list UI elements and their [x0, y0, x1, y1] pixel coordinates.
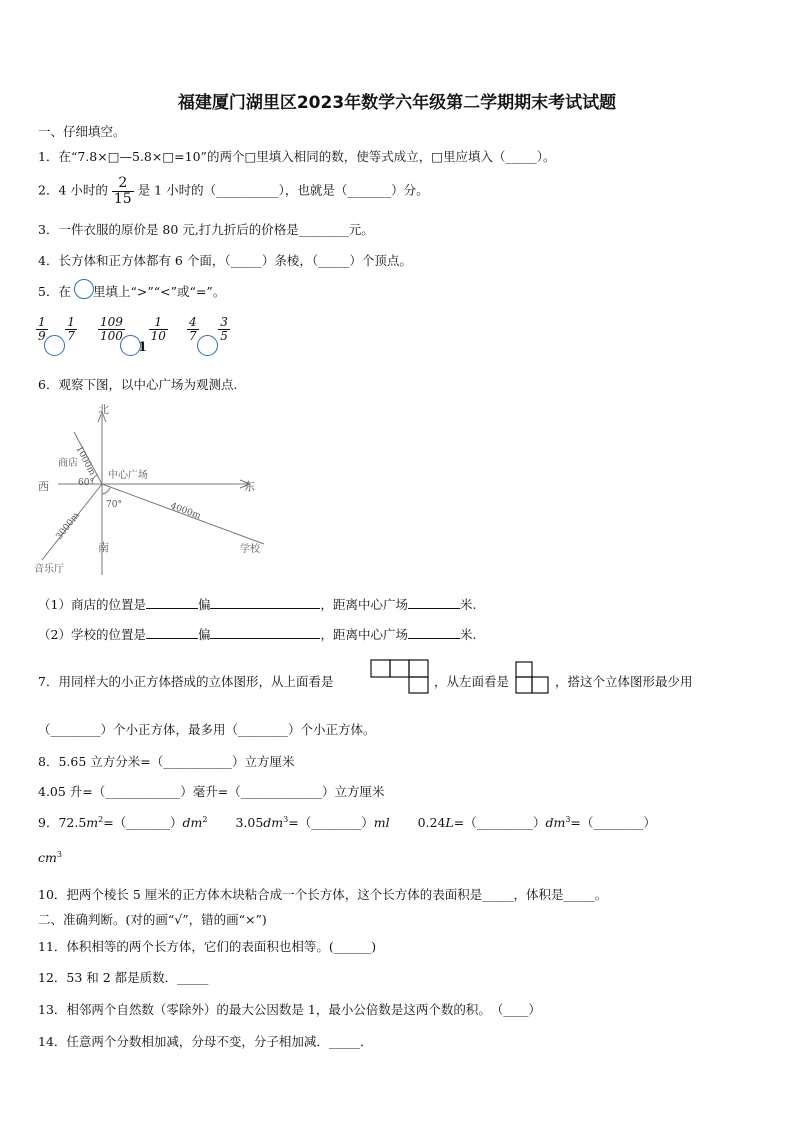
- q9-value-1: 9．72.5: [38, 815, 87, 830]
- q5-text-2: 里填上“>”“<”或“=”。: [92, 284, 226, 299]
- denominator: 7: [67, 328, 75, 343]
- question-13: 13．相邻两个自然数（零除外）的最大公因数是 1，最小公倍数是这两个数的积。 （____）: [38, 1002, 541, 1017]
- question-12: 12．53 和 2 都是质数．_____: [38, 970, 209, 985]
- question-2: [38, 176, 429, 206]
- q9-unit-7: cm: [38, 850, 57, 866]
- question-9: [38, 813, 656, 831]
- q9-unit-4: ml: [373, 815, 390, 830]
- angle-60-label: 60°: [78, 478, 94, 488]
- question-8b: 4.05 升=（____________）毫升=（_____________）立方厘米: [38, 784, 385, 799]
- school-label: 学校: [240, 544, 260, 555]
- denominator: 100: [100, 328, 123, 343]
- top-view-figure: [370, 659, 432, 695]
- q2-numerator: 2: [112, 176, 134, 192]
- q2-fraction: [112, 176, 134, 206]
- question-7-line-2: （________）个小正方体，最多用（________）个小正方体。: [38, 722, 376, 737]
- music-distance: 3000m: [54, 510, 82, 542]
- answer-blank[interactable]: [146, 626, 198, 639]
- q6-2-text-b: 偏: [197, 627, 211, 642]
- answer-blank[interactable]: [146, 596, 198, 609]
- question-10: 10．把两个棱长 5 厘米的正方体木块粘合成一个长方体，这个长方体的表面积是_____，体积是_____。: [38, 887, 608, 902]
- section-heading-2: 二、准确判断。(对的画“√”，错的画“×”): [38, 912, 267, 927]
- answer-circle[interactable]: [74, 279, 94, 299]
- q9-unit-6: dm: [545, 815, 566, 830]
- q9-cube-3: 3: [56, 850, 62, 859]
- q2-prefix: 2．4 小时的: [38, 182, 108, 198]
- q9-blank-3: =（_________）: [453, 815, 546, 830]
- numerator: 3: [220, 315, 228, 329]
- numerator: 109: [100, 315, 123, 329]
- denominator: 7: [189, 328, 197, 343]
- q2-denominator: 15: [113, 190, 132, 207]
- q9-unit-2: dm: [182, 815, 203, 830]
- numerator: 1: [67, 315, 75, 329]
- question-1: 1．在“7.8×□—5.8×□=10”的两个□里填入相同的数，使等式成立，□里应填入（_____）。: [38, 149, 556, 164]
- fraction: [149, 316, 168, 342]
- question-6-part-1: [38, 595, 476, 613]
- q6-2-text-d: 米.: [460, 627, 477, 642]
- question-9-unit-line: [38, 850, 62, 865]
- question-7-part-c: ，搭这个立体图形最少用: [555, 674, 693, 689]
- q9-square-1: 2: [98, 814, 104, 824]
- q9-unit-1: m: [86, 815, 99, 830]
- music-label: 音乐厅: [34, 564, 64, 575]
- q9-value-2: 3.05: [235, 815, 264, 830]
- q6-1-text-c: ，距离中心广场: [320, 597, 408, 612]
- angle-70-arc: [102, 488, 110, 494]
- left-view-figure: [515, 661, 551, 695]
- compare-circle-2[interactable]: [120, 335, 141, 356]
- question-7-part-a: 7．用同样大的小正方体搭成的立体图形，从上面看是: [38, 674, 334, 689]
- denominator: 10: [150, 328, 166, 343]
- q6-2-text-a: （2）学校的位置是: [38, 627, 146, 642]
- question-8a: 8．5.65 立方分米=（___________）立方厘米: [38, 754, 295, 769]
- east-label: 东: [244, 480, 255, 493]
- numerator: 1: [38, 315, 46, 329]
- south-label: 南: [98, 541, 109, 554]
- question-3: 3．一件衣服的原价是 80 元,打九折后的价格是________元。: [38, 222, 374, 237]
- q9-blank-2: =（________）: [288, 815, 374, 830]
- answer-blank[interactable]: [210, 626, 320, 639]
- fraction: [65, 316, 77, 342]
- answer-blank[interactable]: [210, 596, 320, 609]
- answer-blank[interactable]: [408, 596, 460, 609]
- q9-cube-1: 3: [283, 814, 289, 824]
- question-14: 14．任意两个分数相加减，分母不变，分子相加减．_____．: [38, 1034, 373, 1049]
- west-label: 西: [38, 480, 49, 493]
- q9-square-2: 2: [202, 814, 208, 824]
- q6-1-text-d: 米.: [460, 597, 477, 612]
- north-label: 北: [98, 403, 109, 416]
- page-title: 福建厦门湖里区2023年数学六年级第二学期期末考试试题: [177, 93, 617, 113]
- compare-circle-3[interactable]: [197, 335, 218, 356]
- center-label: 中心广场: [108, 470, 148, 481]
- q9-blank-1: =（_______）: [103, 815, 183, 830]
- q9-value-3: 0.24: [417, 815, 446, 830]
- denominator: 9: [38, 328, 46, 343]
- q9-blank-4: =（________）: [570, 815, 656, 830]
- question-7-part-b: ，从左面看是: [434, 674, 510, 689]
- fraction: [218, 316, 230, 342]
- q9-unit-5: L: [445, 815, 454, 830]
- compare-circle-1[interactable]: [44, 335, 65, 356]
- q2-suffix: 是 1 小时的（__________），也就是（_______）分。: [137, 182, 429, 198]
- question-5: [38, 282, 225, 300]
- q9-cube-2: 3: [565, 814, 571, 824]
- denominator: 5: [220, 328, 228, 343]
- q6-1-text-b: 偏: [197, 597, 211, 612]
- numerator: 1: [149, 316, 168, 330]
- direction-map: [30, 400, 280, 580]
- fraction: [98, 316, 125, 342]
- numerator: 4: [189, 315, 197, 329]
- q6-2-text-c: ，距离中心广场: [320, 627, 408, 642]
- angle-70-label: 70°: [106, 500, 122, 510]
- q6-1-text-a: （1）商店的位置是: [38, 597, 146, 612]
- shop-label: 商店: [58, 458, 78, 469]
- question-6: 6．观察下图，以中心广场为观测点.: [38, 377, 238, 392]
- shop-distance: 1000m: [73, 444, 97, 478]
- question-6-part-2: [38, 625, 476, 643]
- school-distance: 4000m: [168, 501, 202, 522]
- question-11: 11．体积相等的两个长方体，它们的表面积也相等。(______): [38, 939, 377, 954]
- question-4: 4．长方体和正方体都有 6 个面，（_____）条棱，（_____）个顶点。: [38, 253, 412, 268]
- q9-unit-3: dm: [263, 815, 284, 830]
- q5-text: 5．在: [38, 284, 71, 299]
- fraction: [187, 316, 199, 342]
- section-heading-1: 一、仔细填空。: [38, 124, 126, 139]
- q5-extra-one: 1: [138, 340, 148, 355]
- answer-blank[interactable]: [408, 626, 460, 639]
